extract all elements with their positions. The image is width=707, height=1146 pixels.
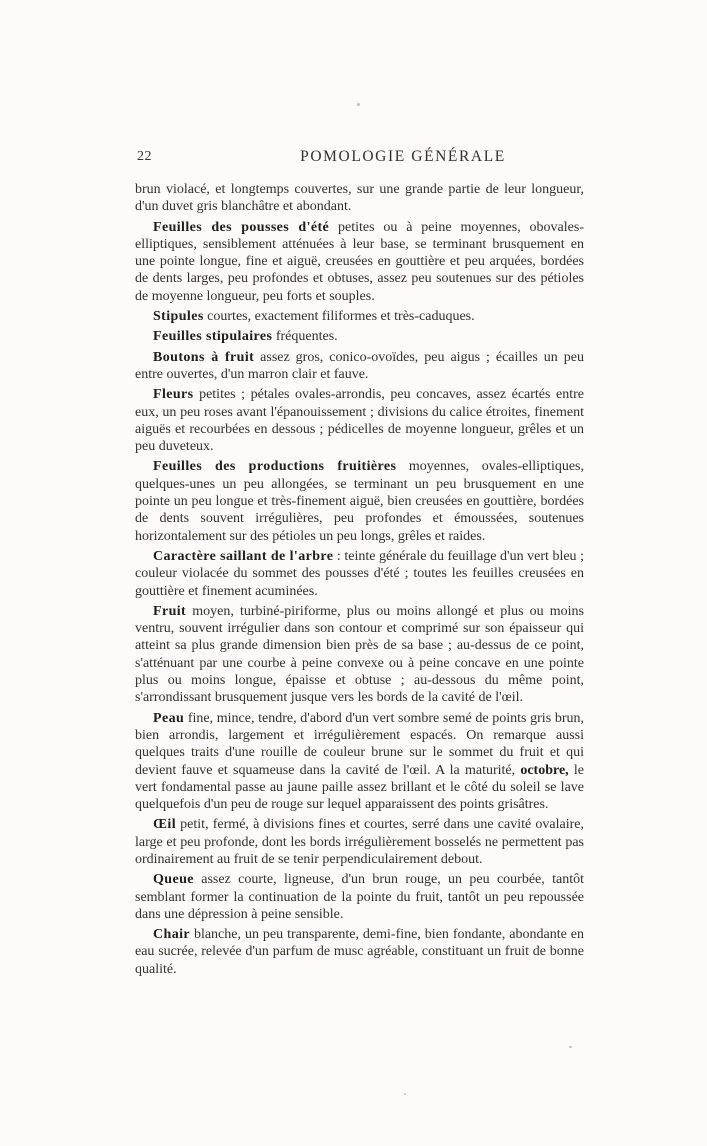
body-text bbox=[135, 181, 584, 981]
paragraph-text: assez courte, ligneuse, d'un brun rouge, un peu courbée, tantôt semblant former la continuation de la pointe du fruit, tantôt un peu repoussée dans une dépression à peine sensible. bbox=[135, 872, 584, 922]
paragraph bbox=[135, 603, 584, 707]
paragraph bbox=[135, 926, 584, 978]
section-label: Queue bbox=[153, 872, 194, 888]
paragraph-text: brun violacé, et longtemps couvertes, sur une grande partie de leur longueur, d'un duvet gris blanchâtre et abondant. bbox=[135, 182, 584, 215]
section-label: Peau bbox=[153, 710, 185, 726]
section-label: Feuilles des pousses d'été bbox=[153, 219, 330, 235]
paragraph bbox=[135, 816, 584, 868]
paragraph-text: moyen, turbiné-piriforme, plus ou moins allongé et plus ou moins ventru, souvent irrégulier dans son contour et comprimé sur son épaisseur qui atteint sa plus grande dimension bien près de sa base ; au-dessus de ce point, s'atténuant par une courbe à peine convexe ou à peine concave en une pointe plus ou moins longue, épaisse et obtuse ; au-dessous du même point, s'arrondissant brusquement jusque vers les bords de la cavité de l'œil. bbox=[135, 603, 584, 706]
paragraph-text: courtes, exactement filiformes et très-caduques. bbox=[203, 309, 475, 325]
section-label: Fleurs bbox=[153, 387, 194, 403]
paragraph-text: fréquentes. bbox=[272, 329, 338, 345]
paragraph bbox=[135, 458, 584, 544]
paragraph bbox=[135, 548, 584, 600]
paragraph-text: blanche, un peu transparente, demi-fine, bien fondante, abondante en eau sucrée, relevée d'un parfum de musc agréable, constituant un fruit de bonne qualité. bbox=[135, 927, 584, 977]
running-head bbox=[135, 148, 583, 168]
paragraph-text: le vert fondamental passe au jaune paille assez brillant et le côté du soleil se lave quelquefois d'un peu de rouge sur lequel apparaissent des points grisâtres. bbox=[135, 762, 584, 813]
scan-speck bbox=[404, 1093, 406, 1095]
paragraph-text: fine, mince, tendre, d'abord d'un vert sombre semé de points gris brun, bien arrondis, largement et irrégulièrement espacés. On remarque aussi quelques traits d'une rouille de couleur brune sur le sommet du fruit et qui devient fauve et squameuse dans la cavité de l'œil. A la maturité, bbox=[135, 710, 584, 778]
paragraph-text: petites ; pétales ovales-arrondis, peu concaves, assez écartés entre eux, un peu roses avant l'épanouissement ; divisions du calice étroites, finement aiguës et recourbées en dessous ; pédicelles de moyenne longueur, grêles et un peu duveteux. bbox=[135, 387, 584, 455]
section-label: Fruit bbox=[153, 603, 187, 619]
section-label: octobre, bbox=[520, 762, 569, 778]
paragraph bbox=[135, 710, 584, 814]
paragraph bbox=[135, 386, 584, 455]
paragraph-text: petit, fermé, à divisions fines et courtes, serré dans une cavité ovalaire, large et peu profonde, dont les bords irrégulièrement bosselés ne permettent pas ordinairement au fruit de se tenir perpendiculairement debout. bbox=[135, 817, 584, 867]
section-label: Caractère saillant de l'arbre bbox=[153, 548, 334, 564]
paragraph bbox=[135, 308, 584, 325]
paragraph bbox=[135, 871, 584, 923]
paragraph bbox=[135, 328, 584, 345]
scan-speck bbox=[569, 1046, 572, 1048]
section-label: Boutons à fruit bbox=[153, 349, 255, 365]
paragraph bbox=[135, 349, 584, 384]
paragraph-text: petites ou à peine moyennes, obovales-elliptiques, sensiblement atténuées à leur base, se terminant brusquement en une pointe longue, fine et aiguë, creusées en gouttière et peu arquées, bordées de dents larges, peu profondes et obtuses, assez peu soutenues sur des pétioles de moyenne longueur, peu forts et souples. bbox=[135, 219, 584, 304]
scan-speck bbox=[357, 103, 360, 106]
paragraph-text: moyennes, ovales-elliptiques, quelques-unes un peu allongées, se terminant un peu brusquement en une pointe un peu longue et très-finement aiguë, bien creusées en gouttière, bordées de dents souvent irrégulières, peu profondes et émoussées, soutenues horizontalement sur des pétioles un peu longs, grêles et raides. bbox=[135, 459, 584, 544]
section-label: Stipules bbox=[153, 309, 204, 325]
paragraph bbox=[135, 219, 584, 305]
running-title: POMOLOGIE GÉNÉRALE bbox=[300, 148, 506, 165]
paragraph-text: : teinte générale du feuillage d'un vert bleu ; couleur violacée du sommet des pousses d'été ; toutes les feuilles creusées en gouttière et finement acuminées. bbox=[135, 548, 584, 599]
section-label: Feuilles stipulaires bbox=[153, 329, 273, 345]
section-label: Chair bbox=[153, 927, 190, 943]
page-number: 22 bbox=[137, 149, 152, 164]
paragraph bbox=[135, 181, 584, 216]
paragraph-text: assez gros, conico-ovoïdes, peu aigus ; écailles un peu entre ouvertes, d'un marron clair et fauve. bbox=[135, 349, 584, 382]
section-label: Œil bbox=[153, 817, 176, 833]
section-label: Feuilles des productions fruitières bbox=[153, 459, 397, 475]
